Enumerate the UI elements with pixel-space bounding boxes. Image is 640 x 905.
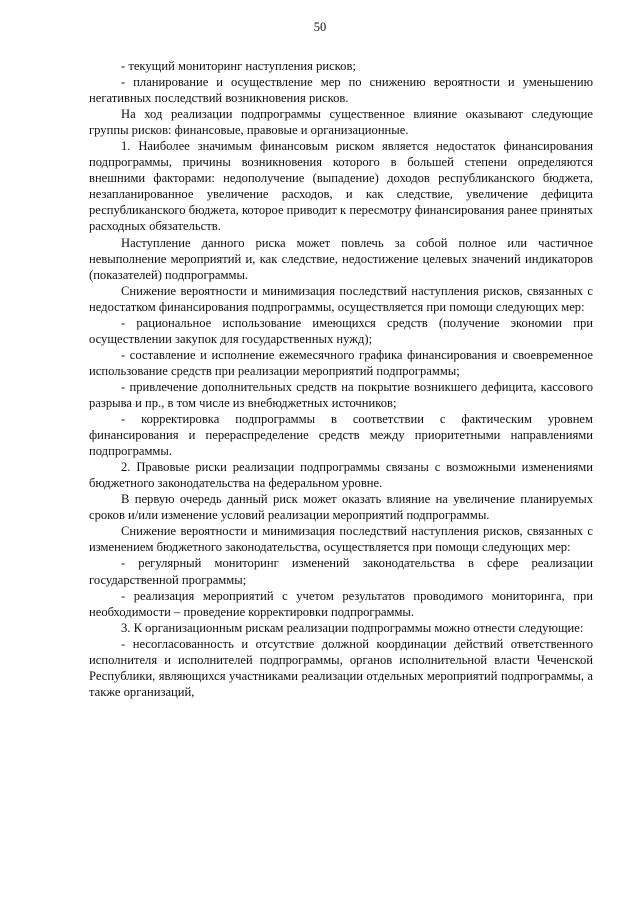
list-item-legal-adjustment: - реализация мероприятий с учетом результатов проводимого мониторинга, при необходимости – проведение корректировки подпрограммы.: [89, 588, 593, 619]
list-item-rational-use: - рациональное использование имеющихся средств (получение экономии при осуществлении закупок для государственных нужд);: [89, 315, 593, 346]
paragraph-risk-consequence: Наступление данного риска может повлечь за собой полное или частичное невыполнение мероприятий и, как следствие, недостижение целевых значений индикаторов (показателей) подпрограммы.: [89, 235, 593, 282]
list-item-coordination: - несогласованность и отсутствие должной координации действий ответственного исполнителя и исполнителей подпрограммы, органов исполнительной власти Чеченской Республики, являющихся участниками реализации отдельных мероприятий подпрограммы, а также организаций,: [89, 636, 593, 699]
document-body: [89, 58, 593, 700]
page-number: 50: [313, 20, 327, 34]
list-item-program-adjustment: - корректировка подпрограммы в соответствии с фактическим уровнем финансирования и перераспределение средств между приоритетными направлениями подпрограммы.: [89, 412, 593, 459]
list-item-legal-monitoring: - регулярный мониторинг изменений законодательства в сфере реализации государственной программы;: [89, 556, 593, 587]
list-item-additional-funds: - привлечение дополнительных средств на покрытие возникшего дефицита, кассового разрыва и пр., в том числе из внебюджетных источников;: [89, 379, 593, 410]
list-item-financing-schedule: - составление и исполнение ежемесячного графика финансирования и своевременное использование средств при реализации мероприятий подпрограммы;: [89, 347, 593, 378]
paragraph-legal-risk: 2. Правовые риски реализации подпрограммы связаны с возможными изменениями бюджетного законодательства на федеральном уровне.: [89, 460, 593, 491]
paragraph-legal-mitigation: Снижение вероятности и минимизация последствий наступления рисков, связанных с изменением бюджетного законодательства, осуществляется при помощи следующих мер:: [89, 524, 593, 555]
paragraph-organizational-risk: 3. К организационным рискам реализации подпрограммы можно отнести следующие:: [121, 620, 584, 635]
paragraph-financial-mitigation: Снижение вероятности и минимизация последствий наступления рисков, связанных с недостатком финансирования подпрограммы, осуществляется при помощи следующих мер:: [89, 283, 593, 314]
paragraph-legal-impact: В первую очередь данный риск может оказать влияние на увеличение планируемых сроков и/или изменение условий реализации мероприятий подпрограммы.: [89, 492, 593, 523]
paragraph-risk-groups: На ход реализации подпрограммы существенное влияние оказывают следующие группы рисков: финансовые, правовые и организационные.: [89, 107, 593, 138]
paragraph-financial-risk: 1. Наиболее значимым финансовым риском является недостаток финансирования подпрограммы, причины возникновения которого в большей степени определяются внешними факторами: недополучение (выпадение) доходов республиканского бюджета, незапланированное увеличение расходов, и как следствие, увеличение дефицита республиканского бюджета, которое приводит к пересмотру финансирования ранее принятых расходных обязательств.: [89, 139, 593, 234]
paragraph-risk-monitoring: - текущий мониторинг наступления рисков;: [121, 59, 356, 73]
paragraph-risk-planning: - планирование и осуществление мер по снижению вероятности и уменьшению негативных последствий возникновения рисков.: [89, 75, 593, 106]
